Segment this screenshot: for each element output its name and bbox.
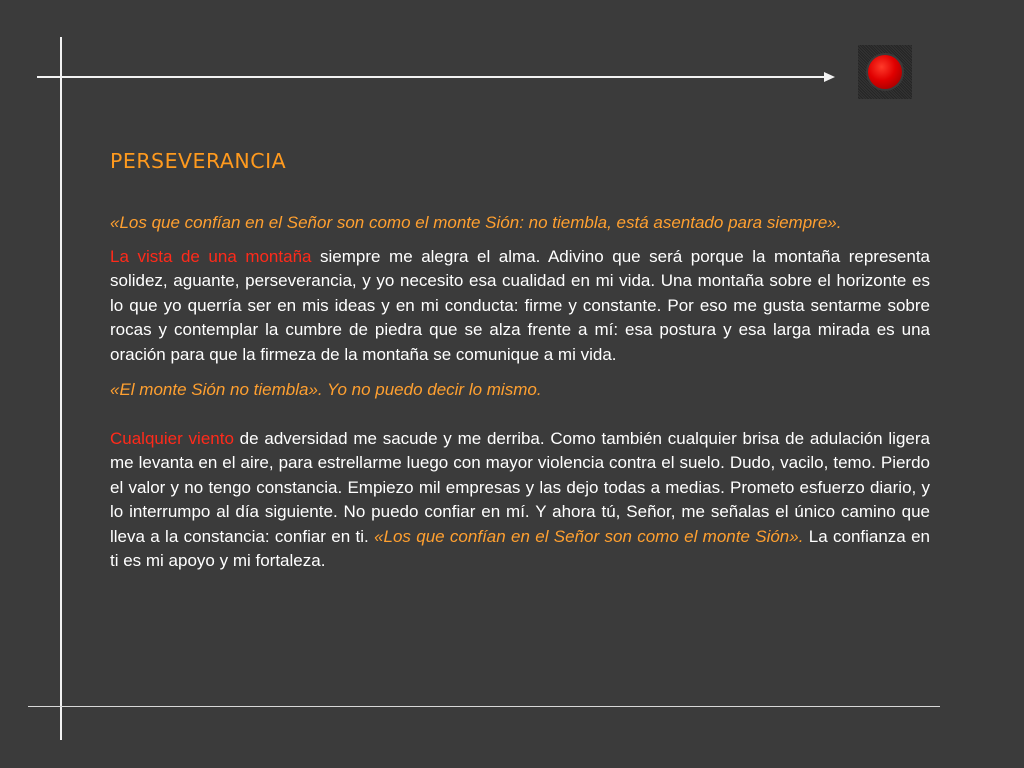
arrow-right-icon <box>824 72 835 82</box>
top-arrow-line <box>37 76 825 78</box>
second-quote: «El monte Sión no tiembla». Yo no puedo decir lo mismo. <box>110 380 542 399</box>
vertical-rule <box>60 37 62 740</box>
slide-title: PERSEVERANCIA <box>110 149 287 173</box>
record-button-icon[interactable] <box>858 45 912 99</box>
highlight-mountain-view: La vista de una montaña <box>110 246 312 266</box>
paragraph-mountain-text: siempre me alegra el alma. Adivino que será porque la montaña representa solidez, aguante, perseverancia, y yo necesito esa cualidad en mi vida. Una montaña sobre el horizonte es lo que yo querría ser en mis ideas y en mi conducta: firme y constante. Por eso me gusta sentarme sobre rocas y contemplar la cumbre de piedra que se alza frente a mí: esa postura y esa larga mirada es una oración para que la firmeza de la montaña se comunique a mi vida. <box>110 246 931 364</box>
paragraph-wind-text: de adversidad me sacude y me derriba. Como también cualquier brisa de adulación ligera me levanta en el aire, para estrellarme luego con mayor violencia contra el suelo. Dudo, vacilo, temo. Pierdo el valor y no tengo constancia. Empiezo mil empresas y las dejo todas a medias. Prometo esfuerzo diario, y lo interrumpo al día siguiente. No puedo confiar en mí. Y ahora tú, Señor, me señalas el único camino que lleva a la constancia: confiar en ti. <box>110 428 930 546</box>
opening-quote: «Los que confían en el Señor son como el monte Sión: no tiembla, está asentado para siempre». <box>110 213 842 232</box>
paragraph-mountain <box>110 245 930 368</box>
highlight-any-wind: Cualquier viento <box>110 428 234 448</box>
paragraph-wind <box>110 427 930 574</box>
slide-content <box>110 211 930 574</box>
record-button-dot <box>868 55 902 89</box>
paragraph-wind-ending: La confianza en ti es mi apoyo y mi fortaleza. <box>110 526 930 570</box>
bottom-rule <box>28 706 940 707</box>
inline-quote: «Los que confían en el Señor son como el monte Sión». <box>374 526 804 546</box>
